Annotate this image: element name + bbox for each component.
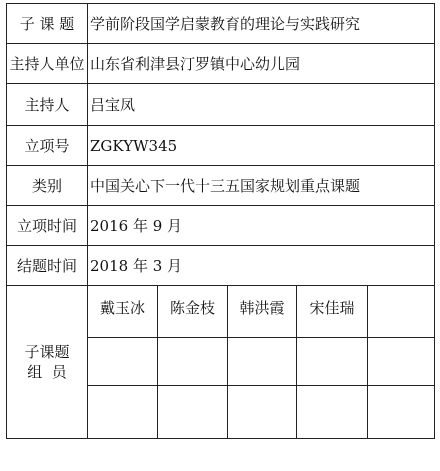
host-unit-label: 主持人单位: [7, 44, 88, 84]
host-label: 主持人: [7, 84, 88, 126]
row-host: [7, 84, 435, 126]
completion-date-label: 结题时间: [7, 246, 88, 286]
empty-cell: [228, 386, 297, 439]
member-name: [368, 286, 435, 338]
member-name: 陈金枝: [158, 286, 228, 338]
host-value: 吕宝凤: [88, 84, 435, 126]
empty-cell: [368, 386, 435, 439]
empty-cell: [88, 386, 158, 439]
row-approval-date: [7, 206, 435, 246]
approval-date-label: 立项时间: [7, 206, 88, 246]
empty-cell: [158, 386, 228, 439]
empty-cell: [368, 338, 435, 386]
members-label: [7, 286, 88, 439]
member-name: 戴玉冰: [88, 286, 158, 338]
empty-cell: [297, 386, 368, 439]
members-label-line2: 组 员: [27, 363, 67, 381]
members-label-line1: 子课题: [24, 343, 70, 361]
empty-cell: [88, 338, 158, 386]
empty-cell: [228, 338, 297, 386]
empty-cell: [297, 338, 368, 386]
project-number-label: 立项号: [7, 126, 88, 166]
row-category: [7, 166, 435, 206]
completion-date-value: 2018 年 3 月: [88, 246, 435, 286]
approval-date-value: 2016 年 9 月: [88, 206, 435, 246]
row-completion-date: [7, 246, 435, 286]
category-value: 中国关心下一代十三五国家规划重点课题: [88, 166, 435, 206]
project-number-value: ZGKYW345: [88, 126, 435, 166]
project-info-table: [6, 3, 435, 439]
member-name: 韩洪霞: [228, 286, 297, 338]
empty-cell: [158, 338, 228, 386]
subtopic-value: 学前阶段国学启蒙教育的理论与实践研究: [88, 4, 435, 44]
row-subtopic: [7, 4, 435, 44]
host-unit-value: 山东省利津县汀罗镇中心幼儿园: [88, 44, 435, 84]
subtopic-label: 子 课 题: [7, 4, 88, 44]
row-members-names: [7, 286, 435, 338]
row-project-number: [7, 126, 435, 166]
row-host-unit: [7, 44, 435, 84]
category-label: 类别: [7, 166, 88, 206]
member-name: 宋佳瑞: [297, 286, 368, 338]
